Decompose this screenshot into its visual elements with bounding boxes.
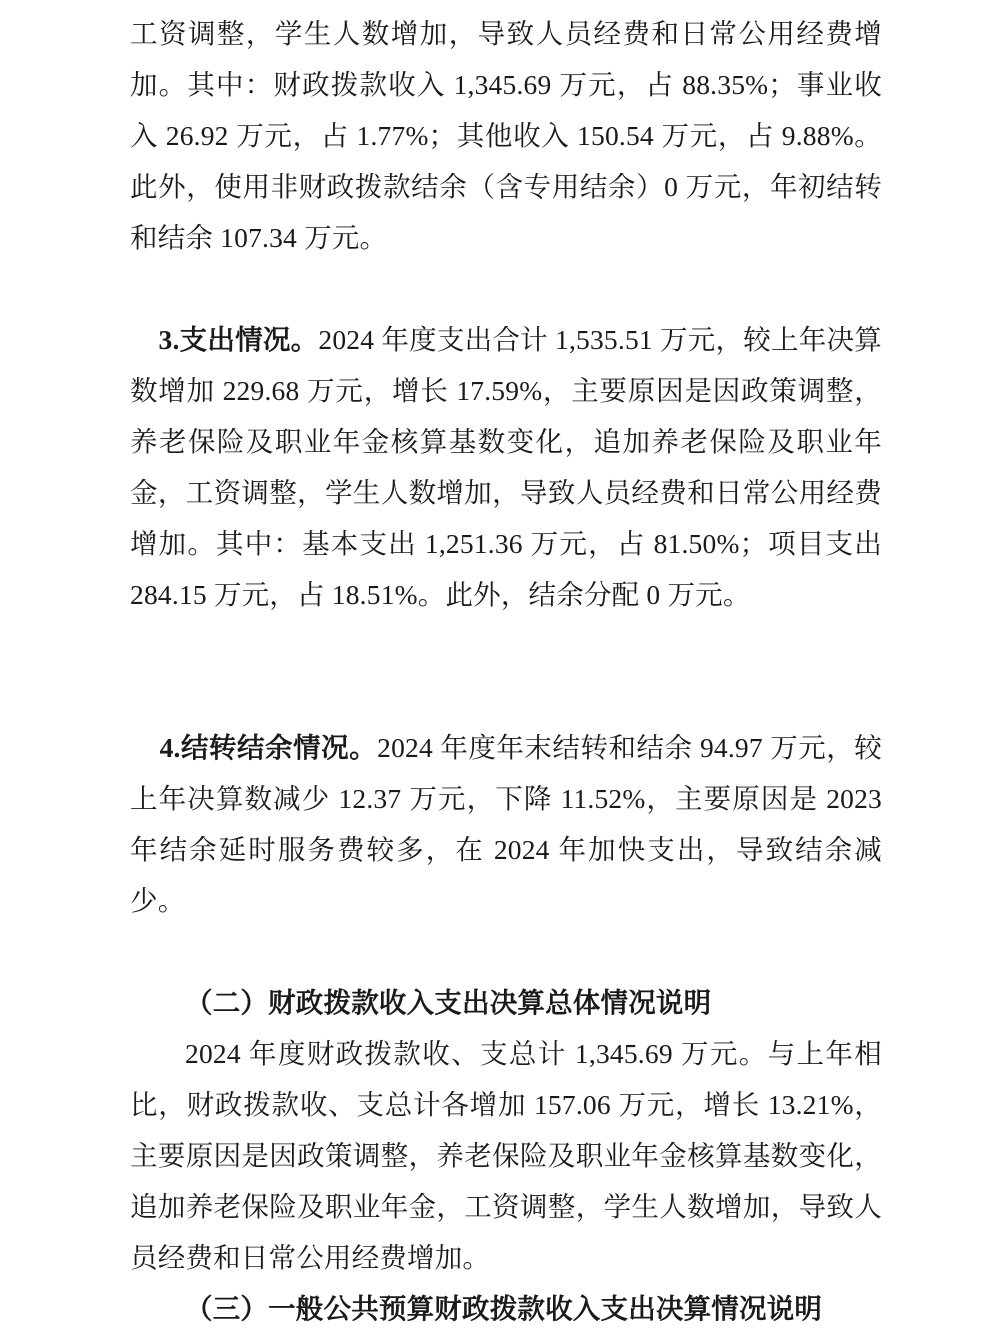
paragraph-expenditure <box>130 263 890 671</box>
paragraph-expenditure-lead: 3.支出情况。 <box>158 324 319 355</box>
paragraph-carryover-body: 2024 年度年末结转和结余 94.97 万元，较上年决算数减少 12.37 万元，下降 11.52%，主要原因是 2023 年结余延时服务费较多，在 2024 年加快支出，导致结余减少。 <box>130 732 890 916</box>
heading-section-two: （二）财政拨款收入支出决算总体情况说明 <box>185 987 712 1018</box>
paragraph-carryover <box>130 671 890 977</box>
paragraph-income-continued: 工资调整，学生人数增加，导致人员经费和日常公用经费增加。其中：财政拨款收入 1,345.69 万元，占 88.35%；事业收入 26.92 万元，占 1.77%；其他收入 150.54 万元，占 9.88%。此外，使用非财政拨款结余（含专用结余）0 万元，年初结转和结余 107.34 万元。 <box>130 18 882 253</box>
paragraph-section-two-body: 2024 年度财政拨款收、支总计 1,345.69 万元。与上年相比，财政拨款收、支总计各增加 157.06 万元，增长 13.21%，主要原因是因政策调整，养老保险及职业年金核算基数变化，追加养老保险及职业年金，工资调整，学生人数增加，导致人员经费和日常公用经费增加。 <box>130 1038 882 1273</box>
paragraph-expenditure-body: 2024 年度支出合计 1,535.51 万元，较上年决算数增加 229.68 万元，增长 17.59%，主要原因是因政策调整，养老保险及职业年金核算基数变化，追加养老保险及职业年金，工资调整，学生人数增加，导致人员经费和日常公用经费增加。其中：基本支出 1,251.36 万元，占 81.50%；项目支出 284.15 万元，占 18.51%。此外，结余分配 0 万元。 <box>130 324 890 610</box>
heading-section-three: （三）一般公共预算财政拨款收入支出决算情况说明 <box>185 1293 823 1324</box>
paragraph-carryover-lead: 4.结转结余情况。 <box>159 732 378 763</box>
